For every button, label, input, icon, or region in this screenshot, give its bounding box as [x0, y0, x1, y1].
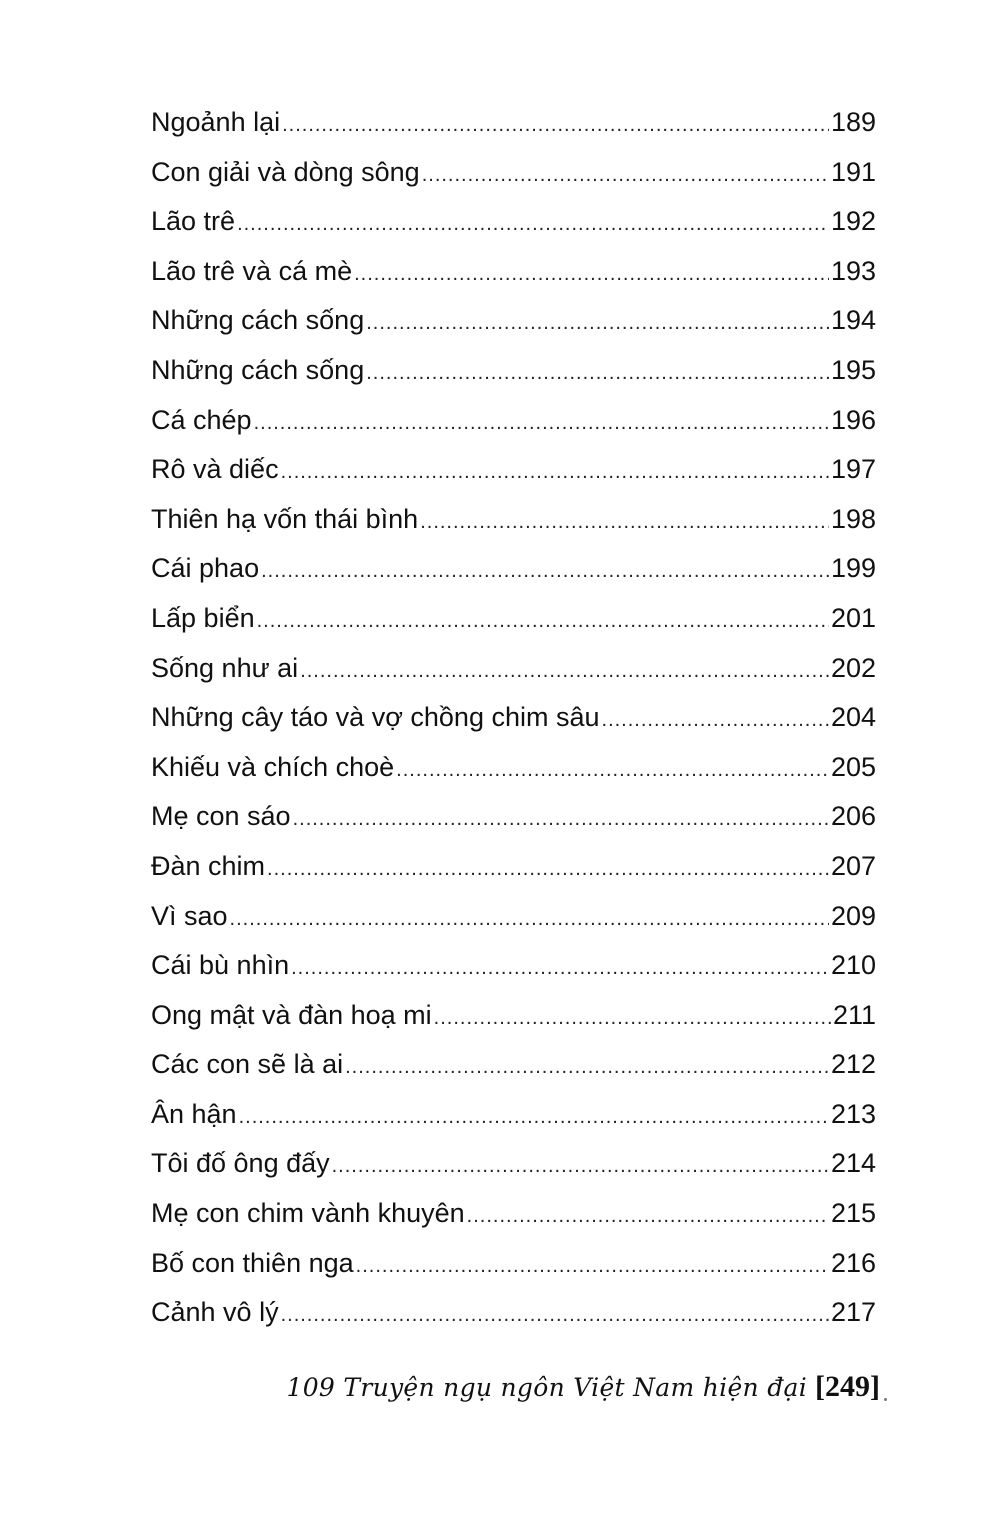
dot-leader: [293, 795, 829, 845]
toc-entry-title: Cá chép: [151, 404, 252, 435]
toc-entry-page: 211: [832, 999, 876, 1030]
toc-entry-page: 191: [830, 156, 876, 187]
dot-leader: [300, 647, 829, 697]
dot-leader: [282, 101, 829, 151]
toc-entry-title: Khiếu và chích choè: [151, 751, 395, 782]
toc-entry-page: 214: [830, 1148, 876, 1179]
toc-entry: [151, 445, 876, 495]
toc-entry-title: Tôi đố ông đấy: [151, 1148, 330, 1179]
toc-entry: [151, 1040, 876, 1090]
dot-leader: [602, 696, 829, 746]
dot-leader: [396, 746, 829, 796]
dot-leader: [356, 1242, 829, 1292]
toc-entry-page: 193: [830, 255, 876, 286]
toc-entry-title: Bố con thiên nga: [151, 1247, 354, 1278]
toc-entry-page: 189: [830, 107, 876, 137]
dot-leader: [267, 845, 829, 895]
toc-entry-page: 192: [830, 206, 876, 237]
dot-leader: [354, 250, 829, 300]
dot-leader: [281, 1291, 829, 1341]
dot-leader: [257, 597, 829, 647]
toc-entry-title: Những cây táo và vợ chồng chim sâu: [151, 702, 600, 733]
toc-entry: [151, 1090, 876, 1140]
toc-entry-title: Ngoảnh lại: [151, 107, 281, 137]
dot-leader: [291, 944, 829, 994]
toc-entry-page: 207: [830, 850, 876, 881]
dot-leader: [230, 895, 829, 945]
dot-leader: [366, 299, 829, 349]
toc-entry-page: 216: [830, 1247, 876, 1278]
toc-entry-title: Đàn chim: [151, 850, 266, 881]
toc-entry-page: 217: [830, 1297, 876, 1328]
toc-entry: [151, 495, 876, 545]
toc-entry-page: 194: [830, 305, 876, 336]
toc-entry-title: Ong mật và đàn hoạ mi: [151, 999, 432, 1030]
toc-entry-page: 210: [830, 950, 876, 981]
dot-leader: [239, 1093, 829, 1143]
toc-entry-page: 195: [830, 354, 876, 385]
toc-entry-title: Rô và diếc: [151, 454, 279, 485]
toc-entry-title: Những cách sống: [151, 354, 365, 385]
toc-entry: [151, 693, 876, 743]
dot-leader: [281, 448, 829, 498]
toc-entry-title: Thiên hạ vốn thái bình: [151, 503, 419, 534]
dot-leader: [345, 1043, 829, 1093]
toc-entry-page: 206: [830, 801, 876, 832]
toc-entry: [151, 743, 876, 793]
table-of-contents: [151, 98, 876, 1338]
toc-entry: [151, 296, 876, 346]
toc-entry-page: 201: [830, 602, 876, 633]
toc-entry: [151, 941, 876, 991]
toc-entry: [151, 792, 876, 842]
dot-leader: [237, 200, 829, 250]
toc-entry: [151, 396, 876, 446]
toc-entry-page: 212: [830, 1049, 876, 1080]
toc-entry-title: Cái phao: [151, 553, 260, 584]
toc-entry: [151, 1139, 876, 1189]
toc-entry: [151, 346, 876, 396]
toc-entry-title: Mẹ con sáo: [151, 801, 291, 832]
toc-entry: [151, 842, 876, 892]
toc-entry-title: Lão trê: [151, 206, 236, 237]
dot-leader: [366, 349, 829, 399]
toc-entry: [151, 1189, 876, 1239]
toc-entry-title: Con giải và dòng sông: [151, 156, 420, 187]
toc-entry-page: 215: [830, 1198, 876, 1229]
running-footer: [280, 1370, 880, 1404]
toc-entry: [151, 544, 876, 594]
toc-entry-title: Vì sao: [151, 900, 228, 931]
toc-entry-title: Lão trê và cá mè: [151, 255, 353, 286]
toc-entry: [151, 1239, 876, 1289]
toc-entry-page: 209: [830, 900, 876, 931]
toc-entry-page: 205: [830, 751, 876, 782]
toc-entry: [151, 98, 876, 148]
toc-entry-title: Ân hận: [151, 1098, 237, 1129]
toc-entry-title: Các con sẽ là ai: [151, 1049, 344, 1080]
dot-leader: [254, 399, 829, 449]
dot-leader: [422, 151, 829, 201]
dot-leader: [420, 498, 829, 548]
toc-entry: [151, 991, 876, 1041]
toc-entry: [151, 1288, 876, 1338]
toc-entry: [151, 197, 876, 247]
toc-entry-title: Sống như ai: [151, 652, 299, 683]
toc-entry-page: 198: [830, 503, 876, 534]
toc-entry-title: Mẹ con chim vành khuyên: [151, 1198, 465, 1229]
toc-entry-page: 197: [830, 454, 876, 485]
toc-entry-page: 196: [830, 404, 876, 435]
toc-entry: [151, 644, 876, 694]
toc-entry: [151, 892, 876, 942]
toc-entry: [151, 594, 876, 644]
toc-entry-page: 213: [830, 1098, 876, 1129]
toc-entry: [151, 247, 876, 297]
scan-speck: [884, 1398, 887, 1401]
dot-leader: [467, 1192, 829, 1242]
toc-entry-title: Lấp biển: [151, 602, 255, 633]
dot-leader: [261, 547, 829, 597]
toc-entry-page: 202: [830, 652, 876, 683]
page-number: [249]: [815, 1370, 880, 1403]
toc-entry-title: Những cách sống: [151, 305, 365, 336]
dot-leader: [434, 994, 831, 1044]
toc-entry-page: 204: [830, 702, 876, 733]
toc-entry-page: 199: [830, 553, 876, 584]
toc-entry-title: Cảnh vô lý: [151, 1297, 279, 1328]
toc-entry-title: Cái bù nhìn: [151, 950, 290, 981]
dot-leader: [332, 1142, 829, 1192]
toc-entry: [151, 148, 876, 198]
book-title: 109 Truyện ngụ ngôn Việt Nam hiện đại: [286, 1373, 808, 1402]
